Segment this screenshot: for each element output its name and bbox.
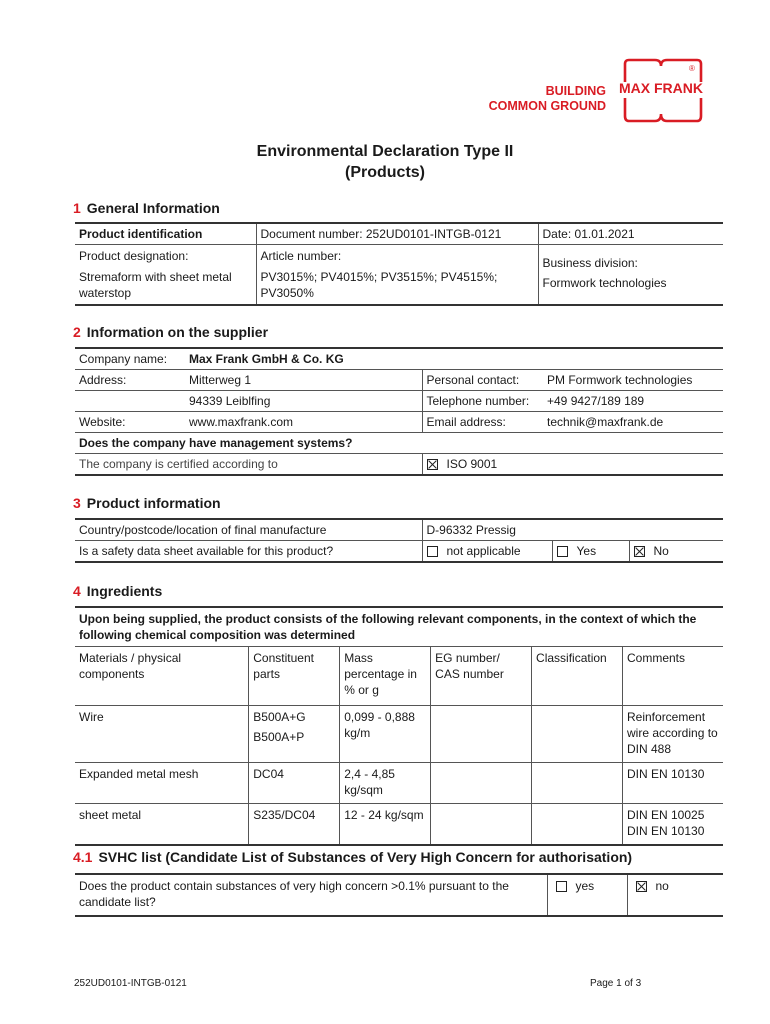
header-mass-percentage: Mass percentage in % or g — [340, 647, 431, 706]
classification-cell — [532, 763, 623, 804]
section1-heading — [73, 200, 220, 216]
article-number-value: PV3015%; PV4015%; PV3515%; PV4515%; PV3050% — [256, 266, 538, 305]
mass-cell: 0,099 - 0,888 kg/m — [340, 706, 431, 763]
title-line2: (Products) — [345, 164, 425, 181]
slogan-line2: COMMON GROUND — [488, 99, 606, 113]
section41-title: SVHC list (Candidate List of Substances of Very High Concern for authorisation) — [98, 849, 633, 865]
certified-label: The company is certified according to — [79, 457, 278, 471]
svhc-yes-label: yes — [575, 879, 595, 893]
classification-cell — [532, 804, 623, 846]
no-checkbox[interactable] — [634, 546, 645, 557]
yes-checkbox[interactable] — [557, 546, 568, 557]
certification-value: ISO 9001 — [446, 457, 498, 471]
address-label: Address: — [79, 373, 127, 387]
safety-data-sheet-question: Is a safety data sheet available for this product? — [79, 544, 334, 558]
iso-checkbox[interactable] — [427, 459, 438, 470]
website-value[interactable]: www.maxfrank.com — [189, 415, 294, 429]
not-applicable-label: not applicable — [446, 544, 521, 558]
date: Date: 01.01.2021 — [538, 223, 723, 245]
personal-contact-label: Personal contact: — [422, 370, 543, 391]
header-comments: Comments — [623, 647, 724, 706]
section2-title: Information on the supplier — [86, 324, 269, 340]
section1-title: General Information — [86, 200, 220, 216]
svhc-no-label: no — [655, 879, 669, 893]
comments-cell: Reinforcement wire according to DIN 488 — [623, 706, 724, 763]
yes-label: Yes — [576, 544, 597, 558]
section2-heading — [73, 324, 268, 340]
table-row — [75, 706, 723, 763]
footer-page-number: Page 1 of 3 — [590, 978, 642, 989]
svhc-yes-checkbox[interactable] — [556, 881, 567, 892]
company-name-label: Company name: — [79, 352, 168, 366]
registered-mark: ® — [689, 64, 695, 73]
website-label: Website: — [79, 415, 126, 429]
supplier-table — [75, 347, 723, 476]
email-value[interactable]: technik@maxfrank.de — [547, 415, 664, 429]
business-division — [538, 245, 723, 306]
slogan — [470, 84, 606, 114]
product-identification-label: Product identification — [79, 227, 203, 241]
section3-title: Product information — [86, 495, 221, 511]
parts-value: B500A+P — [253, 730, 305, 744]
classification-cell — [532, 706, 623, 763]
manufacture-location-label: Country/postcode/location of final manufacture — [79, 523, 327, 537]
product-designation-value: Stremaform with sheet metal waterstop — [79, 270, 232, 300]
parts-cell: DC04 — [249, 763, 340, 804]
parts-cell: S235/DC04 — [249, 804, 340, 846]
svhc-no-checkbox[interactable] — [636, 881, 647, 892]
section3-number: 3 — [73, 495, 81, 511]
header-eg-cas-number: EG number/ CAS number — [431, 647, 532, 706]
section4-number: 4 — [73, 583, 81, 599]
manufacture-location-value: D-96332 Pressig — [422, 519, 723, 541]
section4-heading — [73, 583, 162, 599]
document-number: Document number: 252UD0101-INTGB-0121 — [256, 223, 538, 245]
parts-cell — [249, 706, 340, 763]
address-line2: 94339 Leiblfing — [189, 394, 271, 408]
article-number-label: Article number: — [256, 245, 538, 267]
section1-number: 1 — [73, 200, 81, 216]
svhc-table — [75, 873, 723, 917]
section41-number: 4.1 — [73, 849, 93, 865]
personal-contact-value: PM Formwork technologies — [547, 373, 693, 387]
section3-heading — [73, 495, 221, 511]
certification — [422, 454, 723, 476]
table-row — [75, 804, 723, 846]
svhc-option-yes — [547, 874, 627, 916]
product-info-table — [75, 518, 723, 563]
ingredients-intro: Upon being supplied, the product consists of the following relevant components, in the context of which the following chemical composition was determined — [79, 612, 697, 642]
no-label: No — [653, 544, 669, 558]
mass-cell: 2,4 - 4,85 kg/sqm — [340, 763, 431, 804]
section2-number: 2 — [73, 324, 81, 340]
svhc-option-no — [627, 874, 723, 916]
option-not-applicable — [422, 541, 552, 563]
material-cell: Wire — [79, 710, 104, 724]
material-cell: Expanded metal mesh — [79, 767, 199, 781]
not-applicable-checkbox[interactable] — [427, 546, 438, 557]
header-constituent-parts: Constituent parts — [249, 647, 340, 706]
material-cell: sheet metal — [79, 808, 142, 822]
telephone-value: +49 9427/189 189 — [547, 394, 645, 408]
eg-cell — [431, 706, 532, 763]
eg-cell — [431, 763, 532, 804]
option-yes — [552, 541, 629, 563]
slogan-line1: BUILDING — [545, 84, 606, 98]
page-title — [0, 141, 770, 183]
title-line1: Environmental Declaration Type II — [256, 143, 514, 160]
address-line1: Mitterweg 1 — [189, 373, 252, 387]
footer-doc-id: 252UD0101-INTGB-0121 — [74, 978, 187, 989]
mass-cell: 12 - 24 kg/sqm — [340, 804, 431, 846]
comments-cell: DIN EN 10130 — [623, 763, 724, 804]
product-designation-label: Product designation: — [79, 249, 189, 263]
comments-cell: DIN EN 10025 DIN EN 10130 — [623, 804, 724, 846]
option-no — [629, 541, 723, 563]
header-materials: Materials / physical components — [79, 651, 182, 681]
eg-cell — [431, 804, 532, 846]
header-classification: Classification — [532, 647, 623, 706]
brand-name: MAX FRANK — [619, 80, 703, 96]
management-systems-question: Does the company have management systems? — [79, 436, 353, 450]
ingredients-table — [75, 606, 723, 846]
svhc-question: Does the product contain substances of very high concern >0.1% pursuant to the candidate list? — [79, 879, 509, 909]
parts-value: B500A+G — [253, 710, 306, 724]
business-division-label: Business division: — [542, 256, 638, 270]
business-division-value: Formwork technologies — [542, 276, 667, 290]
general-info-table — [75, 222, 723, 306]
telephone-label: Telephone number: — [422, 391, 543, 412]
table-row — [75, 763, 723, 804]
max-frank-logo — [611, 58, 711, 124]
section4-title: Ingredients — [86, 583, 163, 599]
email-label: Email address: — [422, 412, 543, 433]
section41-heading — [73, 849, 632, 865]
company-name-value: Max Frank GmbH & Co. KG — [189, 352, 344, 366]
